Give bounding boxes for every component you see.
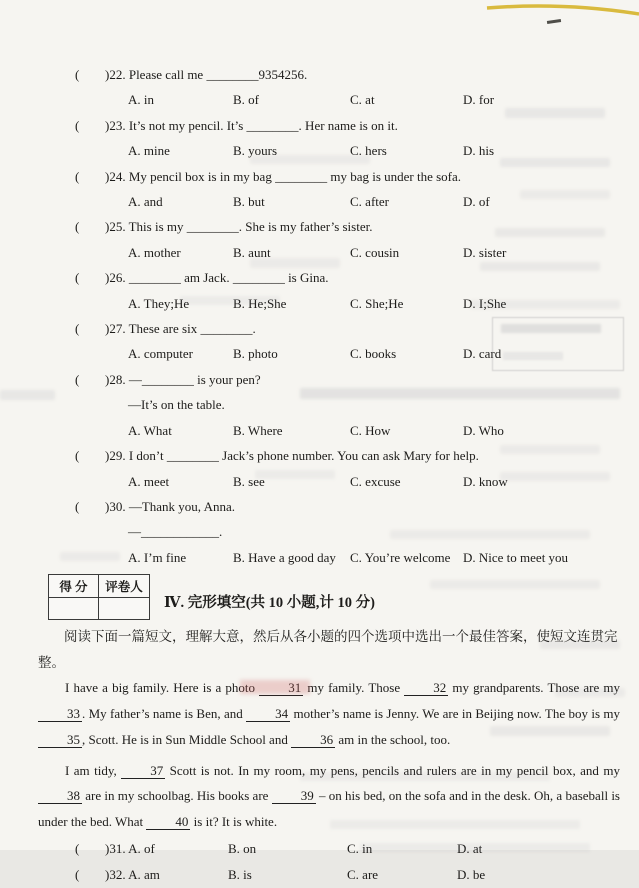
- answer-bracket: (: [75, 867, 80, 883]
- option-label: D. at: [457, 840, 483, 856]
- option-label: B. of: [233, 92, 259, 108]
- question-text: This is my ________. She is my father’s sister.: [128, 219, 373, 235]
- question-text: My pencil box is in my bag ________ my bag is under the sofa.: [128, 168, 462, 184]
- cloze-blank-number: 40: [146, 814, 190, 830]
- answer-bracket: (: [75, 168, 80, 184]
- answer-bracket: (: [75, 67, 80, 82]
- question-number: )25.: [105, 219, 126, 235]
- options-row: [0, 189, 639, 214]
- question-number: )24.: [105, 168, 126, 184]
- answer-bracket: (: [75, 840, 80, 856]
- option-label: A. mother: [128, 244, 181, 260]
- option-label: C. cousin: [350, 244, 400, 260]
- question-number: )32.: [105, 867, 126, 883]
- option-label: D. card: [463, 346, 502, 362]
- cloze-question: [0, 863, 639, 888]
- options-row: [0, 418, 639, 443]
- cloze-blank-number: 35: [38, 732, 82, 748]
- options-row: [0, 240, 639, 265]
- question-line: [0, 494, 639, 519]
- question-line: [0, 443, 639, 468]
- question-line: [0, 367, 639, 392]
- score-table: [48, 574, 150, 620]
- mcq-question: [0, 214, 639, 265]
- option-label: D. Who: [463, 422, 504, 438]
- question-text: ________ am Jack. ________ is Gina.: [128, 270, 329, 286]
- option-cell: [105, 863, 228, 888]
- mcq-question: [0, 113, 639, 164]
- cloze-blank-number: 39: [272, 788, 316, 804]
- question-text: —Thank you, Anna.: [128, 498, 235, 514]
- option-label: B. He;She: [233, 295, 287, 311]
- answer-bracket: (: [75, 117, 80, 133]
- option-label: A. am: [128, 867, 160, 883]
- option-label: B. on: [228, 840, 257, 856]
- option-label: D. Nice to meet you: [463, 549, 569, 565]
- options-row: [0, 138, 639, 163]
- question-line: [0, 113, 639, 138]
- option-label: C. in: [347, 840, 373, 856]
- cloze-blank-number: 33: [38, 706, 82, 722]
- option-label: A. mine: [128, 143, 170, 159]
- cloze-blank-number: 34: [246, 706, 290, 722]
- option-label: C. How: [350, 422, 391, 438]
- question-text: These are six ________.: [128, 321, 256, 337]
- option-label: C. hers: [350, 143, 387, 159]
- question-number: )31.: [105, 840, 126, 856]
- option-label: A. of: [128, 840, 155, 856]
- section-header-row: [48, 574, 639, 620]
- mcq-question: [0, 443, 639, 494]
- answer-bracket: (: [75, 498, 80, 514]
- question-number: )28.: [105, 371, 126, 387]
- options-row: [0, 87, 639, 112]
- answer-bracket: (: [75, 371, 80, 387]
- score-value-cell: [49, 598, 99, 619]
- option-label: A. in: [128, 92, 154, 108]
- mcq-question: [0, 62, 639, 113]
- question-number: )23.: [105, 117, 126, 133]
- mcq-question: [0, 494, 639, 570]
- question-number: )22.: [105, 67, 126, 82]
- cloze-blank-number: 32: [404, 680, 448, 696]
- question-reply-line: —____________.: [128, 524, 223, 540]
- option-label: B. is: [228, 867, 252, 883]
- option-label: C. excuse: [350, 473, 401, 489]
- score-label-cell: 得 分: [49, 575, 99, 598]
- question-number: )26.: [105, 270, 126, 286]
- option-label: C. She;He: [350, 295, 404, 311]
- grader-value-cell: [99, 598, 149, 619]
- option-label: D. be: [457, 867, 486, 883]
- option-label: D. sister: [463, 244, 507, 260]
- cloze-paragraph-2: I am tidy, 37 Scott is not. In my room, my pens, pencils and rulers are in my pencil box, and my 38 are in my schoolbag. His books are 39 – on his bed, on the sofa and in the desk. Oh, a baseball is under the bed. What 40 is it? It is white.: [38, 762, 620, 830]
- answer-bracket: (: [75, 219, 80, 235]
- option-label: B. photo: [233, 346, 278, 362]
- answer-bracket: (: [75, 321, 80, 337]
- question-text: I don’t ________ Jack’s phone number. You can ask Mary for help.: [128, 448, 479, 464]
- question-line: [0, 164, 639, 189]
- option-label: B. see: [233, 473, 265, 489]
- cloze-blank-number: 31: [259, 680, 303, 696]
- cloze-blank-number: 37: [121, 763, 165, 779]
- mcq-question: [0, 367, 639, 443]
- section-title: Ⅳ. 完形填空(共 10 小题,计 10 分): [164, 594, 375, 611]
- option-label: B. Where: [233, 422, 283, 438]
- mcq-question: [0, 316, 639, 367]
- option-label: A. I’m fine: [128, 549, 187, 565]
- options-row: [0, 341, 639, 366]
- cloze-paragraph-1: I have a big family. Here is a photo 31 my family. Those 32 my grandparents. Those are my 33 . My father’s name is Ben, and 34 mother’s name is Jenny. We are in Beijing now. The boy is my 35 , Scott. He is in Sun Middle School and 36 am in the school, too.: [38, 675, 620, 752]
- question-text: It’s not my pencil. It’s ________. Her name is on it.: [128, 117, 398, 133]
- option-label: A. What: [128, 422, 172, 438]
- option-label: B. yours: [233, 143, 278, 159]
- option-label: D. of: [463, 194, 490, 210]
- question-line: [0, 316, 639, 341]
- answer-bracket: (: [75, 270, 80, 286]
- option-label: D. his: [463, 143, 495, 159]
- option-label: C. You’re welcome: [350, 549, 451, 565]
- cloze-blank-number: 38: [38, 788, 82, 804]
- option-label: D. know: [463, 473, 508, 489]
- question-line: [0, 265, 639, 290]
- question-line: [0, 214, 639, 239]
- option-label: C. at: [350, 92, 375, 108]
- option-label: B. aunt: [233, 244, 271, 260]
- options-row: [0, 545, 639, 570]
- grader-label-cell: 评卷人: [99, 575, 149, 598]
- mcq-question: [0, 265, 639, 316]
- option-label: B. Have a good day: [233, 549, 336, 565]
- cloze-blank-number: 36: [291, 732, 335, 748]
- question-number: )27.: [105, 321, 126, 337]
- mcq-question: [0, 164, 639, 215]
- question-number: )29.: [105, 448, 126, 464]
- option-label: C. after: [350, 194, 389, 210]
- option-label: D. for: [463, 92, 495, 108]
- option-cell: [105, 837, 228, 862]
- option-label: A. computer: [128, 346, 193, 362]
- cloze-question: [0, 837, 639, 862]
- answer-bracket: (: [75, 448, 80, 464]
- option-label: A. meet: [128, 473, 170, 489]
- options-row: [0, 469, 639, 494]
- option-label: B. but: [233, 194, 265, 210]
- question-text: —________ is your pen?: [128, 371, 261, 387]
- options-row: [0, 291, 639, 316]
- question-number: )30.: [105, 498, 126, 514]
- option-label: C. are: [347, 867, 379, 883]
- cloze-instruction: 阅读下面一篇短文，理解大意，然后从各小题的四个选项中选出一个最佳答案，使短文连贯完整。: [38, 629, 618, 670]
- option-label: D. I;She: [463, 295, 507, 311]
- option-label: C. books: [350, 346, 397, 362]
- question-reply-line: —It’s on the table.: [128, 397, 225, 413]
- option-label: A. and: [128, 194, 163, 210]
- question-line: [0, 62, 639, 87]
- question-text: Please call me ________9354256.: [128, 67, 308, 82]
- option-label: A. They;He: [128, 295, 190, 311]
